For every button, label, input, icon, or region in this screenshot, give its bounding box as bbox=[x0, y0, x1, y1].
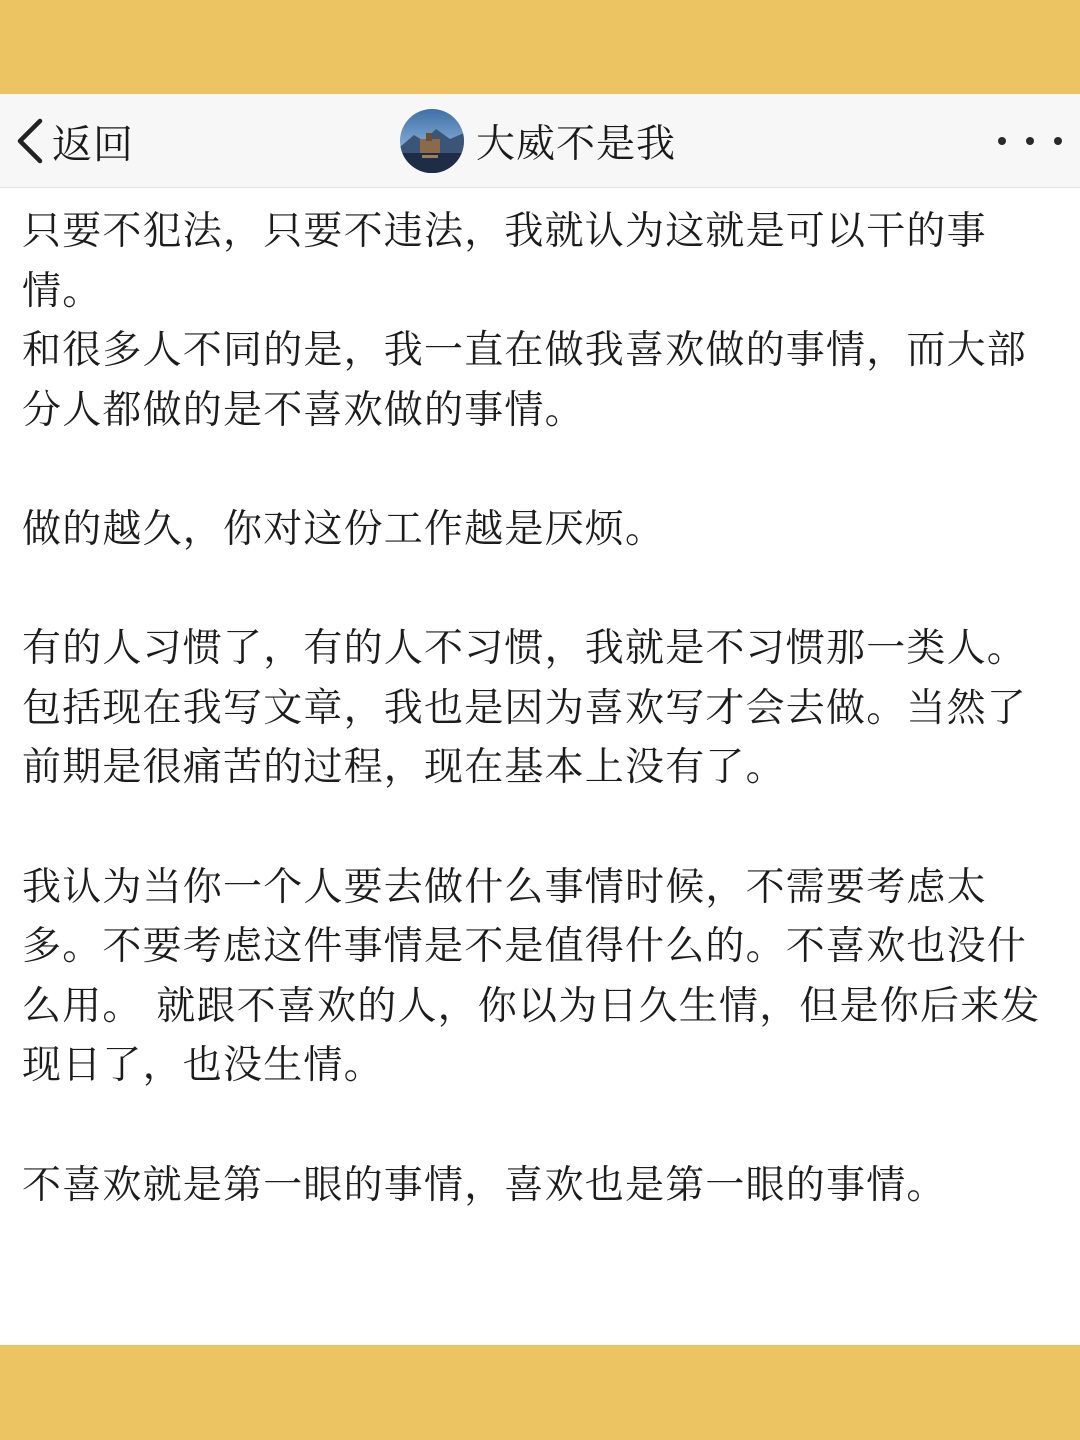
back-button[interactable] bbox=[12, 94, 134, 188]
more-horizontal-icon-dot bbox=[1054, 137, 1062, 145]
back-label: 返回 bbox=[52, 121, 134, 168]
more-horizontal-icon-dot bbox=[1026, 137, 1034, 145]
username: 大威不是我 bbox=[476, 122, 677, 167]
paragraph: 和很多人不同的是，我一直在做我喜欢做的事情，而大部分人都做的是不喜欢做的事情。 bbox=[22, 328, 1028, 433]
paragraph: 不喜欢就是第一眼的事情，喜欢也是第一眼的事情。 bbox=[22, 1162, 947, 1208]
bottom-color-band bbox=[0, 1345, 1080, 1440]
paragraph-spacer bbox=[22, 440, 1046, 500]
avatar[interactable] bbox=[400, 109, 464, 173]
more-horizontal-icon bbox=[998, 137, 1006, 145]
top-color-band bbox=[0, 0, 1080, 94]
paragraph-spacer bbox=[22, 798, 1046, 858]
chevron-left-icon bbox=[12, 115, 48, 167]
paragraph-spacer bbox=[22, 1096, 1046, 1156]
paragraph: 做的越久，你对这份工作越是厌烦。 bbox=[22, 506, 666, 552]
paragraph: 只要不犯法，只要不违法，我就认为这就是可以干的事情。 bbox=[22, 209, 987, 314]
navigation-bar bbox=[0, 94, 1080, 188]
profile-header[interactable] bbox=[400, 94, 676, 188]
article-body bbox=[0, 188, 1080, 1345]
more-options-button[interactable] bbox=[998, 94, 1062, 188]
paragraph: 我认为当你一个人要去做什么事情时候，不需要考虑太多。不要考虑这件事情是不是值得什么的。不喜欢也没什么用。 就跟不喜欢的人，你以为日久生情，但是你后来发现日了，也没生情。 bbox=[22, 864, 1041, 1089]
paragraph-spacer bbox=[22, 560, 1046, 620]
paragraph: 有的人习惯了，有的人不习惯，我就是不习惯那一类人。 bbox=[22, 626, 1028, 672]
paragraph: 包括现在我写文章，我也是因为喜欢写才会去做。当然了前期是很痛苦的过程，现在基本上没有了。 bbox=[22, 685, 1028, 791]
